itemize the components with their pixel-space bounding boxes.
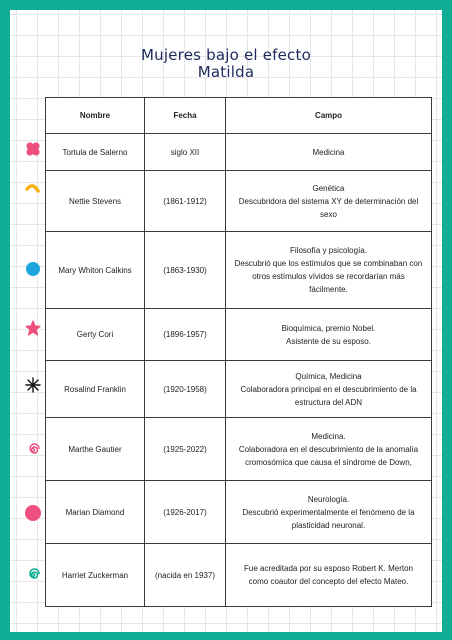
table-header-row [46, 98, 432, 134]
cell-fecha: (1925-2022) [145, 418, 226, 481]
pink-star-icon [24, 319, 42, 337]
pink-spiral-icon [24, 441, 42, 459]
campo-line: sexo [320, 209, 337, 219]
cell-nombre: Marthe Gautier [46, 418, 145, 481]
cell-campo [226, 481, 432, 544]
table-row [46, 134, 432, 171]
cell-nombre: Nettie Stevens [46, 171, 145, 232]
black-asterisk-icon [24, 376, 42, 394]
cell-fecha: (1926-2017) [145, 481, 226, 544]
header-fecha: Fecha [145, 98, 226, 134]
cell-nombre: Marian Diamond [46, 481, 145, 544]
cell-nombre: Rosalind Franklin [46, 361, 145, 418]
campo-line: Asistente de su esposo. [286, 336, 371, 346]
campo-line: Medicina [312, 147, 345, 157]
table-row [46, 544, 432, 607]
cell-campo [226, 418, 432, 481]
campo-line: otros estímulos vívidos se recordarían más [252, 272, 405, 281]
campo-line: Descubrió que los estímulos que se combinaban con [234, 259, 423, 268]
table-row [46, 232, 432, 309]
cell-campo [226, 134, 432, 171]
table-row [46, 481, 432, 544]
cell-nombre: Mary Whiton Calkins [46, 232, 145, 309]
campo-line: Neurología. [307, 494, 350, 504]
campo-line: Bioquímica, premio Nobel. [281, 323, 376, 333]
campo-line: Filosofía y psicología. [290, 246, 367, 255]
cell-fecha: (1861-1912) [145, 171, 226, 232]
cell-campo [226, 544, 432, 607]
title-line-1: Mujeres bajo el efecto [141, 46, 311, 64]
campo-line: Descubridora del sistema XY de determinación del [238, 196, 419, 206]
campo-line: Descubrió experimentalmente el fenómeno de la [242, 507, 415, 517]
campo-line: Genética [312, 183, 345, 193]
campo-line: cromosómica que causa el síndrome de Down, [245, 457, 412, 467]
cell-nombre: Gerty Cori [46, 309, 145, 361]
campo-line: plasticidad neuronal. [291, 520, 366, 530]
pink-flower-icon [24, 140, 42, 158]
title-line-2: Matilda [197, 63, 255, 81]
cell-fecha: siglo XII [145, 134, 226, 171]
teal-spiral-icon [24, 566, 42, 584]
yellow-arc-icon [24, 181, 42, 199]
blue-dot-icon [24, 260, 42, 278]
cell-fecha: (1920-1958) [145, 361, 226, 418]
cell-campo [226, 361, 432, 418]
cell-fecha: (1863-1930) [145, 232, 226, 309]
cell-fecha: (nacida en 1937) [145, 544, 226, 607]
campo-line: fácilmente. [309, 285, 348, 294]
campo-line: Medicina. [311, 431, 346, 441]
campo-line: estructura del ADN [294, 397, 363, 407]
campo-line: como coautor del concepto del efecto Mateo. [248, 577, 409, 586]
cell-fecha: (1896-1957) [145, 309, 226, 361]
pink-dot-icon [24, 504, 42, 522]
campo-line: Colaboradora en el descubrimiento de la anomalía [238, 444, 419, 454]
campo-line: Colaboradora principal en el descubrimiento de la [240, 384, 417, 394]
campo-line: Química, Medicina [295, 371, 362, 381]
cell-nombre: Tortula de Salerno [46, 134, 145, 171]
table-row [46, 361, 432, 418]
cell-nombre: Harriet Zuckerman [46, 544, 145, 607]
page-title [10, 47, 442, 81]
header-campo: Campo [226, 98, 432, 134]
table-row [46, 418, 432, 481]
women-table [45, 97, 432, 607]
cell-campo [226, 232, 432, 309]
cell-campo [226, 309, 432, 361]
table-row [46, 309, 432, 361]
campo-line: Fue acreditada por su esposo Robert K. Merton [244, 564, 413, 573]
table-row [46, 171, 432, 232]
cell-campo [226, 171, 432, 232]
header-nombre: Nombre [46, 98, 145, 134]
